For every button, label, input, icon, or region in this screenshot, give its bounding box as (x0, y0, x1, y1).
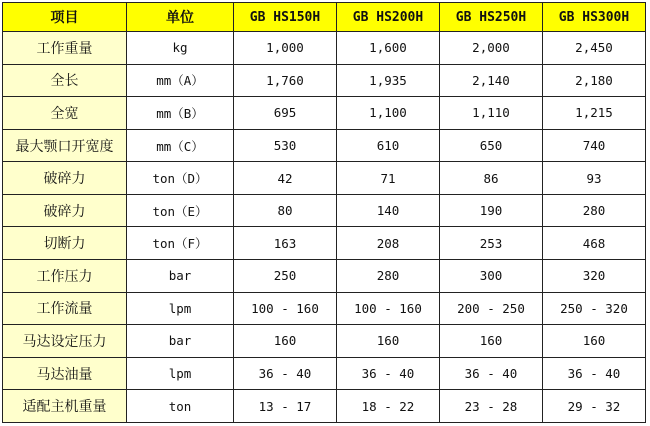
spec-value-hs200h: 1,100 (337, 97, 440, 130)
table-row (3, 129, 646, 162)
header-model-hs150h: GB HS150H (234, 3, 337, 32)
table-row (3, 260, 646, 293)
spec-value-hs300h: 93 (543, 162, 646, 195)
spec-unit-cell: lpm (127, 292, 234, 325)
table-row (3, 227, 646, 260)
spec-unit-cell: mm（B） (127, 97, 234, 130)
spec-value-hs150h: 250 (234, 260, 337, 293)
spec-value-hs250h: 300 (440, 260, 543, 293)
spec-unit-cell: mm（A） (127, 64, 234, 97)
spec-value-hs300h: 2,450 (543, 32, 646, 65)
spec-value-hs200h: 140 (337, 194, 440, 227)
spec-unit-cell: kg (127, 32, 234, 65)
table-row (3, 325, 646, 358)
spec-value-hs250h: 86 (440, 162, 543, 195)
header-model-hs300h: GB HS300H (543, 3, 646, 32)
spec-unit-cell: bar (127, 260, 234, 293)
spec-value-hs150h: 36 - 40 (234, 357, 337, 390)
spec-value-hs250h: 2,000 (440, 32, 543, 65)
spec-value-hs300h: 160 (543, 325, 646, 358)
spec-value-hs300h: 468 (543, 227, 646, 260)
spec-item-cell: 最大颚口开宽度 (3, 129, 127, 162)
spec-value-hs150h: 1,000 (234, 32, 337, 65)
spec-value-hs200h: 1,600 (337, 32, 440, 65)
spec-value-hs200h: 280 (337, 260, 440, 293)
header-model-hs250h: GB HS250H (440, 3, 543, 32)
table-row (3, 32, 646, 65)
spec-value-hs200h: 100 - 160 (337, 292, 440, 325)
spec-unit-cell: ton（F） (127, 227, 234, 260)
table-row (3, 292, 646, 325)
spec-value-hs250h: 253 (440, 227, 543, 260)
spec-value-hs200h: 18 - 22 (337, 390, 440, 423)
spec-value-hs150h: 42 (234, 162, 337, 195)
spec-value-hs150h: 100 - 160 (234, 292, 337, 325)
spec-value-hs150h: 695 (234, 97, 337, 130)
spec-value-hs150h: 1,760 (234, 64, 337, 97)
spec-item-cell: 切断力 (3, 227, 127, 260)
spec-unit-cell: ton (127, 390, 234, 423)
spec-value-hs200h: 1,935 (337, 64, 440, 97)
spec-value-hs150h: 160 (234, 325, 337, 358)
spec-value-hs150h: 80 (234, 194, 337, 227)
table-row (3, 357, 646, 390)
spec-value-hs150h: 530 (234, 129, 337, 162)
spec-value-hs250h: 23 - 28 (440, 390, 543, 423)
spec-value-hs200h: 71 (337, 162, 440, 195)
spec-value-hs200h: 208 (337, 227, 440, 260)
spec-unit-cell: ton（D） (127, 162, 234, 195)
spec-value-hs300h: 320 (543, 260, 646, 293)
spec-value-hs300h: 1,215 (543, 97, 646, 130)
spec-value-hs300h: 2,180 (543, 64, 646, 97)
header-item: 项目 (3, 3, 127, 32)
spec-value-hs300h: 740 (543, 129, 646, 162)
spec-value-hs300h: 280 (543, 194, 646, 227)
header-row (3, 3, 646, 32)
header-model-hs200h: GB HS200H (337, 3, 440, 32)
spec-item-cell: 全长 (3, 64, 127, 97)
spec-value-hs300h: 250 - 320 (543, 292, 646, 325)
spec-item-cell: 马达油量 (3, 357, 127, 390)
spec-value-hs300h: 36 - 40 (543, 357, 646, 390)
spec-value-hs250h: 650 (440, 129, 543, 162)
spec-unit-cell: mm（C） (127, 129, 234, 162)
spec-value-hs200h: 160 (337, 325, 440, 358)
spec-value-hs150h: 163 (234, 227, 337, 260)
table-row (3, 97, 646, 130)
spec-item-cell: 工作重量 (3, 32, 127, 65)
table-row (3, 162, 646, 195)
header-unit: 单位 (127, 3, 234, 32)
spec-value-hs250h: 2,140 (440, 64, 543, 97)
spec-item-cell: 全宽 (3, 97, 127, 130)
spec-value-hs200h: 610 (337, 129, 440, 162)
spec-item-cell: 破碎力 (3, 194, 127, 227)
spec-table-body (3, 32, 646, 423)
spec-value-hs250h: 190 (440, 194, 543, 227)
spec-value-hs200h: 36 - 40 (337, 357, 440, 390)
table-row (3, 194, 646, 227)
spec-value-hs250h: 1,110 (440, 97, 543, 130)
spec-value-hs300h: 29 - 32 (543, 390, 646, 423)
spec-item-cell: 适配主机重量 (3, 390, 127, 423)
spec-item-cell: 马达设定压力 (3, 325, 127, 358)
table-row (3, 390, 646, 423)
spec-value-hs250h: 36 - 40 (440, 357, 543, 390)
table-row (3, 64, 646, 97)
spec-unit-cell: lpm (127, 357, 234, 390)
spec-unit-cell: bar (127, 325, 234, 358)
spec-value-hs150h: 13 - 17 (234, 390, 337, 423)
spec-table (2, 2, 646, 423)
spec-unit-cell: ton（E） (127, 194, 234, 227)
spec-item-cell: 工作流量 (3, 292, 127, 325)
spec-item-cell: 破碎力 (3, 162, 127, 195)
spec-item-cell: 工作压力 (3, 260, 127, 293)
spec-value-hs250h: 200 - 250 (440, 292, 543, 325)
spec-value-hs250h: 160 (440, 325, 543, 358)
